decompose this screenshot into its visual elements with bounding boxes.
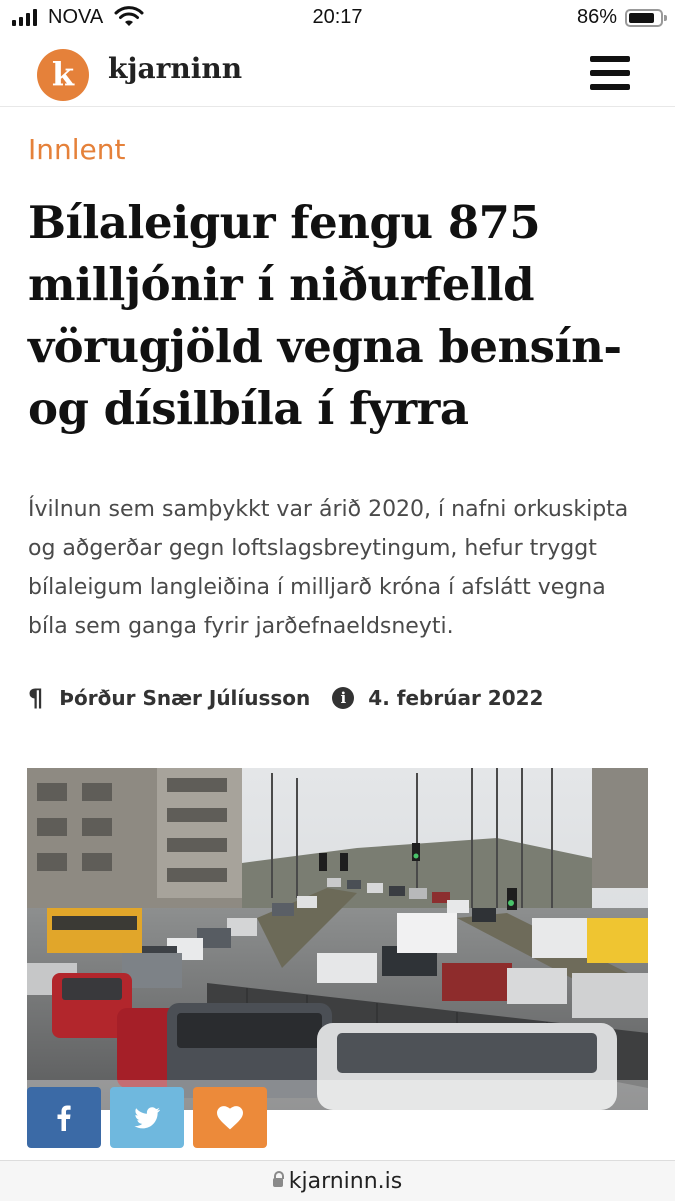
status-bar [0, 0, 675, 36]
favorite-button[interactable] [193, 1087, 267, 1148]
status-time: 20:17 [312, 6, 363, 28]
battery-percent: 86% [576, 6, 617, 28]
facebook-share-button[interactable] [27, 1087, 101, 1148]
browser-url-bar[interactable] [0, 1160, 675, 1201]
battery-icon [625, 9, 663, 27]
info-icon: i [332, 687, 354, 709]
article-byline [28, 683, 543, 713]
article-author[interactable]: Þórður Snær Júlíusson [59, 686, 311, 710]
url-text: kjarninn.is [288, 1169, 403, 1194]
twitter-icon [134, 1107, 160, 1129]
carrier-name: NOVA [48, 6, 104, 28]
twitter-share-button[interactable] [110, 1087, 184, 1148]
lock-icon [273, 1178, 283, 1187]
site-name[interactable]: kjarninn [108, 52, 243, 85]
article-lead: Ívilnun sem samþykkt var árið 2020, í nafni orkuskipta og aðgerðar gegn loftslagsbreytingum, hefur tryggt bílaleigum langleiðina í milljarð króna í afslátt vegna bíla sem ganga fyrir jarðefnaeldsneyti. [28, 497, 629, 639]
site-logo[interactable]: k [37, 49, 89, 101]
heart-icon [217, 1106, 243, 1130]
facebook-icon [57, 1105, 71, 1131]
article-category[interactable]: Innlent [28, 133, 126, 166]
article-headline: Bílaleigur fengu 875 milljónir í niðurfelld vörugjöld vegna bensín- og dísilbíla í fyrra [28, 196, 622, 435]
article-photo [27, 768, 648, 1110]
article-date: 4. febrúar 2022 [368, 686, 544, 710]
hamburger-menu-icon[interactable] [590, 56, 630, 90]
pilcrow-icon: ¶ [28, 684, 44, 712]
site-header [0, 36, 675, 107]
